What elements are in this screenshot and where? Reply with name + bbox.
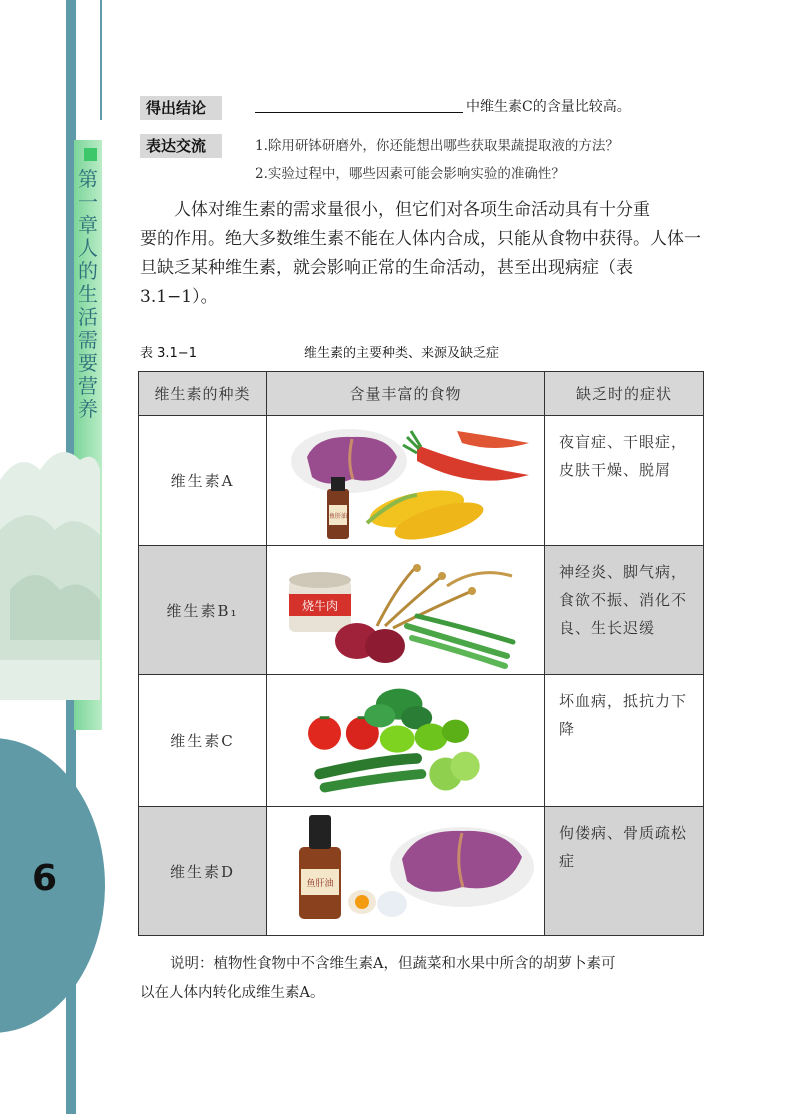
chapter-title-vertical: 第一章 人的生活需要营养 xyxy=(78,167,98,421)
liver-image xyxy=(390,827,534,907)
chapter-marker-icon xyxy=(84,148,97,161)
table-note xyxy=(140,950,710,1008)
table-header-row xyxy=(139,372,704,416)
food-images xyxy=(266,416,544,546)
paragraph-rest: 要的作用。绝大多数维生素不能在人体内合成，只能从食物中获得。人体一旦缺乏某种维生素，就会影响正常的生命活动，甚至出现病症（表3.1−1）。 xyxy=(140,229,701,307)
fill-in-blank[interactable] xyxy=(255,112,463,113)
can-label: 烧牛肉 xyxy=(301,599,338,613)
table-row xyxy=(139,546,704,675)
leafy-greens-image xyxy=(364,688,432,729)
paragraph-line-1: 人体对维生素的需求量很小，但它们对各项生命活动具有十分重 xyxy=(174,200,650,220)
green-apple-image xyxy=(429,751,479,790)
deficiency-symptoms: 神经炎、脚气病，食欲不振、消化不良、生长迟缓 xyxy=(544,546,703,675)
corn-image xyxy=(367,483,487,545)
food-images xyxy=(266,675,544,807)
kidney-image xyxy=(335,623,405,663)
table-caption: 表 3.1−1 xyxy=(140,346,197,361)
conclusion-label: 得出结论 xyxy=(140,96,222,120)
vitamin-name: 维生素B₁ xyxy=(139,546,267,675)
canned-beef-image xyxy=(289,572,351,632)
egg-image xyxy=(348,890,407,917)
header-rich-foods: 含量丰富的食物 xyxy=(266,372,544,416)
note-line-2: 以在人体内转化成维生素A。 xyxy=(140,985,325,1001)
table-row xyxy=(139,807,704,936)
table-title: 维生素的主要种类、来源及缺乏症 xyxy=(304,346,500,361)
discussion-question-2: 2.实验过程中，哪些因素可能会影响实验的准确性？ xyxy=(255,166,565,182)
table-row xyxy=(139,416,704,546)
side-line xyxy=(100,0,102,120)
vitamin-name: 维生素C xyxy=(139,675,267,807)
discussion-question-1: 1.除用研钵研磨外，你还能想出哪些获取果蔬提取液的方法？ xyxy=(255,138,619,154)
body-paragraph xyxy=(140,196,710,312)
vitamin-table xyxy=(138,371,704,936)
deficiency-symptoms: 夜盲症、干眼症，皮肤干燥、脱屑 xyxy=(544,416,703,546)
conclusion-text: 中维生素C的含量比较高。 xyxy=(466,99,631,115)
vitamin-name: 维生素D xyxy=(139,807,267,936)
cucumber-image xyxy=(320,758,422,787)
fish-oil-bottle-image xyxy=(299,815,341,919)
header-deficiency-symptoms: 缺乏时的症状 xyxy=(544,372,703,416)
page-number: 6 xyxy=(32,858,58,899)
bottle-label: 鱼肝油 xyxy=(328,512,347,520)
deficiency-symptoms: 佝偻病、骨质疏松症 xyxy=(544,807,703,936)
bottle-label: 鱼肝油 xyxy=(306,879,334,889)
liver-image xyxy=(291,429,407,493)
vitamin-name: 维生素A xyxy=(139,416,267,546)
wheat-image xyxy=(377,564,512,628)
note-line-1: 说明：植物性食物中不含维生素A，但蔬菜和水果中所含的胡萝卜素可 xyxy=(170,956,616,972)
green-beans-image xyxy=(407,616,513,666)
food-images xyxy=(266,807,544,936)
deficiency-symptoms: 坏血病，抵抗力下降 xyxy=(544,675,703,807)
table-row xyxy=(139,675,704,807)
landscape-decoration xyxy=(0,440,100,760)
discussion-label: 表达交流 xyxy=(140,134,222,158)
header-vitamin-type: 维生素的种类 xyxy=(139,372,267,416)
food-images xyxy=(266,546,544,675)
carrot-image xyxy=(403,431,529,481)
